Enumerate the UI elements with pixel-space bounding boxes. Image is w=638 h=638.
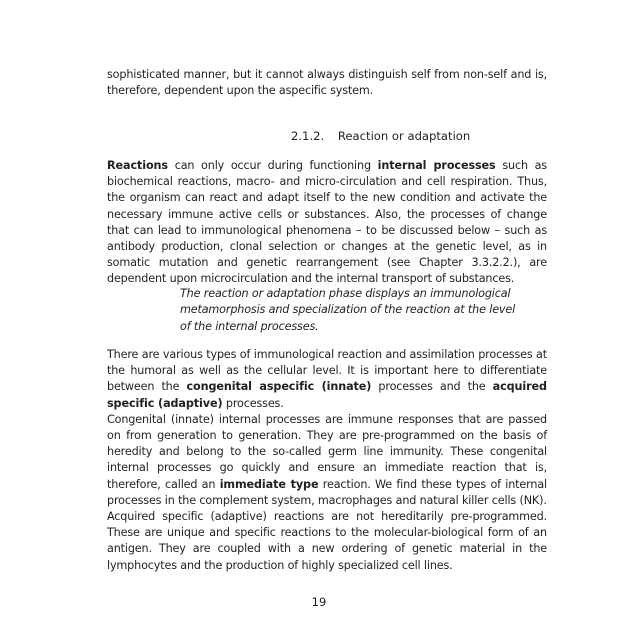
text-run: processes. xyxy=(222,396,284,410)
text-run: Congenital (innate) internal processes are immune responses that are passed on from generation to generation. They are pre-programmed on the basis of heredity and belong to the so-called germ line immunity. These congenital internal processes go quickly and ensure an immediate reaction that is, therefore, called an xyxy=(107,412,547,491)
paragraph-reactions xyxy=(107,158,547,288)
section-heading xyxy=(291,128,470,144)
quote-line: of the internal processes. xyxy=(180,319,319,333)
body-paragraphs-block xyxy=(107,347,547,574)
intro-paragraph-block xyxy=(107,67,547,99)
highlight-quote xyxy=(180,286,516,335)
text-run: reaction. We find these types of internal processes in the complement system, macrophages and natural killer cells (NK). xyxy=(107,477,547,507)
page-number: 19 xyxy=(311,595,327,609)
section-title: Reaction or adaptation xyxy=(337,129,471,143)
quote-line: metamorphosis and specialization of the reaction at the level xyxy=(180,303,516,317)
paragraph-acquired: Acquired specific (adaptive) reactions are not hereditarily pre-programmed. These are unique and specific reactions to the molecular-biological form of an antigen. They are coupled with a new ordering of genetic material in the lymphocytes and the production of highly specialized cell lines. xyxy=(107,510,547,572)
paragraph-types xyxy=(107,347,547,412)
bold-term-internal-processes: internal processes xyxy=(377,159,496,172)
quote-line: The reaction or adaptation phase displays an immunological xyxy=(180,287,511,300)
bold-term-reactions: Reactions xyxy=(107,159,168,172)
bold-term-acquired: acquired specific (adaptive) xyxy=(107,380,547,410)
section-number: 2.1.2. xyxy=(291,129,325,143)
text-run: can only occur during functioning xyxy=(167,159,378,172)
paragraph-reactions-block xyxy=(107,158,547,288)
paragraph-congenital xyxy=(107,412,547,509)
text-run: processes and the xyxy=(371,380,493,394)
intro-paragraph: sophisticated manner, but it cannot always distinguish self from non-self and is, therefore, dependent upon the aspecific system. xyxy=(107,68,547,98)
text-run: such as biochemical reactions, macro- and micro-circulation and cell respiration. Thus, the organism can react and adapt itself to the new condition and activate the necessary immune active cells or substances. Also, the processes of change that can lead to immunological phenomena – to be discussed below – such as antibody production, clonal selection or changes at the genetic level, as in somatic mutation and genetic rearrangement (see Chapter 3.3.2.2.), are dependent upon microcirculation and the internal transport of substances. xyxy=(107,159,547,286)
bold-term-congenital: congenital aspecific (innate) xyxy=(186,380,372,394)
bold-term-immediate-type: immediate type xyxy=(219,477,319,491)
text-run: There are various types of immunological reaction and assimilation processes at the humoral as well as the cellular level. It is important here to differentiate between the xyxy=(107,348,547,394)
